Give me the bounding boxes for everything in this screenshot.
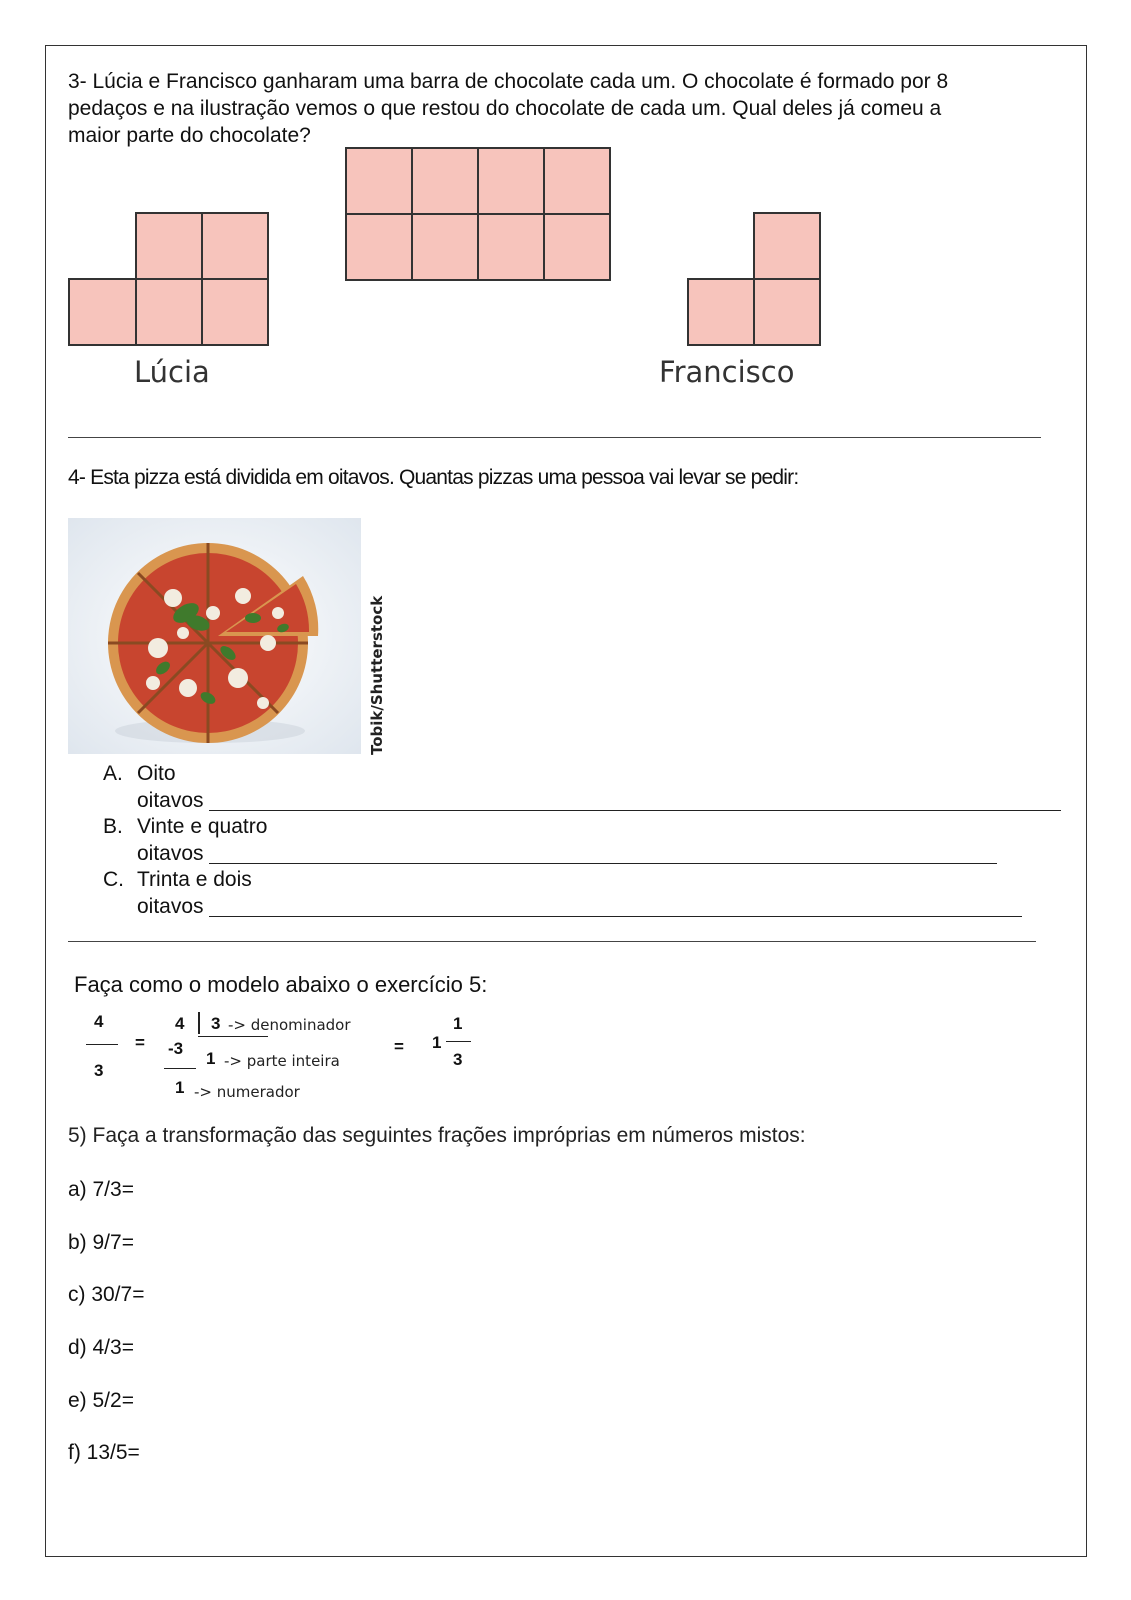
fraction-bar [86,1044,118,1045]
division-bracket-vertical [198,1012,200,1034]
chocolate-piece [543,147,611,215]
chocolate-piece [135,278,203,346]
chocolate-piece [477,213,545,281]
chocolate-piece [135,212,203,280]
q3-line-2: pedaços e na ilustração vemos o que restou do chocolate de cada um. Qual deles já comeu a [68,97,942,120]
mixed-numerator: 1 [453,1014,463,1033]
remainder-note: -> numerador [194,1083,300,1101]
divider [68,941,1036,942]
q5-item-b: b) 9/7= [68,1231,134,1254]
mixed-fraction-bar [446,1041,471,1042]
photo-credit: Tobik/Shutterstock [368,595,386,755]
option-b-line1: Vinte e quatro [137,815,268,838]
model-subtraction: -3 [168,1039,184,1058]
answer-line-a[interactable] [209,810,1061,811]
answer-line-b[interactable] [209,863,997,864]
model-dividend: 4 [175,1014,185,1033]
q5-item-f: f) 13/5= [68,1441,140,1464]
q3-line-1: 3- Lúcia e Francisco ganharam uma barra de chocolate cada um. O chocolate é formado por 8 [68,70,949,93]
mixed-whole: 1 [432,1033,442,1052]
pizza-photo [68,518,361,754]
subtraction-line [164,1068,196,1069]
divider [68,437,1041,438]
q5-item-a: a) 7/3= [68,1178,134,1201]
option-c-letter: C. [103,868,124,891]
quotient-note: -> parte inteira [224,1052,340,1070]
chocolate-piece [201,278,269,346]
divisor-note: -> denominador [228,1016,351,1034]
option-c-line1: Trinta e dois [137,868,252,891]
model-equals: = [135,1033,145,1052]
chocolate-piece [345,147,413,215]
q5-item-d: d) 4/3= [68,1336,134,1359]
q5-item-e: e) 5/2= [68,1389,134,1412]
label-lucia: Lúcia [134,355,210,389]
chocolate-piece [753,278,821,346]
chocolate-piece [68,278,137,346]
division-bracket-horizontal [198,1036,268,1037]
option-b-line2: oitavos [137,842,204,865]
chocolate-piece [411,147,479,215]
chocolate-piece [753,212,821,280]
option-a-line1: Oito [137,762,176,785]
chocolate-piece [411,213,479,281]
q3-line-3: maior parte do chocolate? [68,124,311,147]
chocolate-piece [687,278,755,346]
label-francisco: Francisco [659,355,795,389]
chocolate-piece [201,212,269,280]
mixed-denominator: 3 [453,1050,463,1069]
option-a-line2: oitavos [137,789,204,812]
model-quotient: 1 [206,1049,216,1068]
model-remainder: 1 [175,1078,185,1097]
q5-title: 5) Faça a transformação das seguintes frações impróprias em números mistos: [68,1124,806,1147]
model-denominator: 3 [94,1061,104,1080]
chocolate-piece [345,213,413,281]
chocolate-piece [477,147,545,215]
option-c-line2: oitavos [137,895,204,918]
option-a-letter: A. [103,762,123,785]
model-equals-2: = [394,1037,404,1056]
q4-title: 4- Esta pizza está dividida em oitavos. Quantas pizzas uma pessoa vai levar se pedir: [68,466,799,489]
model-divisor: 3 [211,1014,221,1033]
model-numerator: 4 [94,1012,104,1031]
model-title: Faça como o modelo abaixo o exercício 5: [74,972,488,997]
chocolate-piece [543,213,611,281]
option-b-letter: B. [103,815,123,838]
answer-line-c[interactable] [209,916,1022,917]
q5-item-c: c) 30/7= [68,1283,145,1306]
